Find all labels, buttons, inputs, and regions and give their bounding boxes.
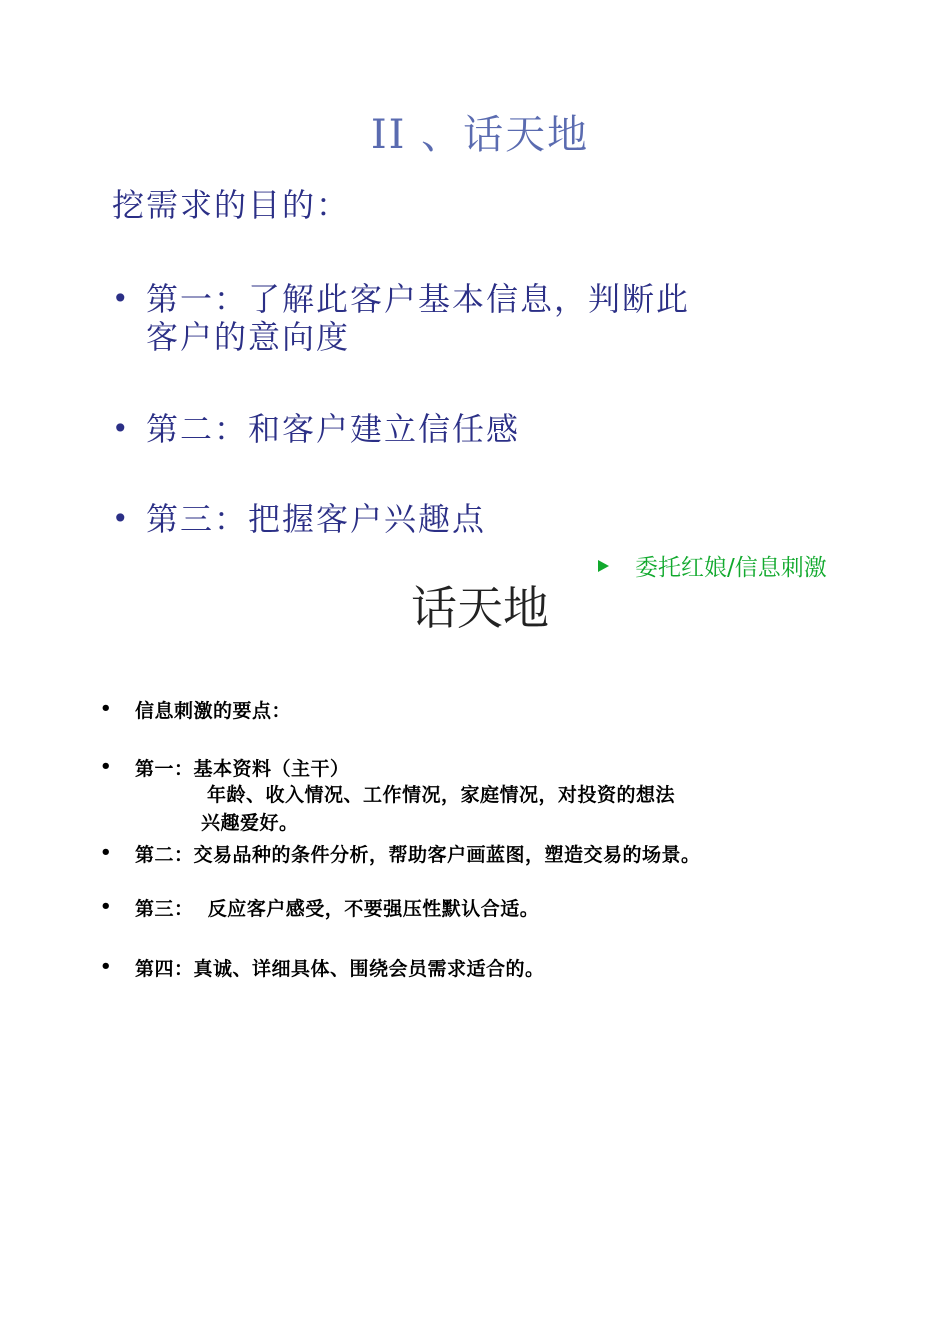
slide-heading: 挖需求的目的： [112,186,351,224]
point-line: 年龄、收入情况、工作情况，家庭情况，对投资的想法 [207,784,676,806]
point-line: 第四：真诚、详细具体、围绕会员需求适合的。 [135,958,545,980]
triangle-arrow-icon [598,560,609,572]
list-item-line: 第一：了解此客户基本信息，判断此 [146,280,691,318]
list-item-line: 第二：和客户建立信任感 [146,410,521,448]
bullet: • [100,956,112,977]
point-line: 第三： 反应客户感受，不要强压性默认合适。 [135,898,540,920]
bullet: • [112,502,131,535]
points-heading: 信息刺激的要点： [135,700,292,722]
bullet: • [100,842,112,863]
section-title: 话天地 [411,581,549,635]
bullet: • [100,756,112,777]
slide-title: II 、话天地 [370,112,590,158]
point-line: 兴趣爱好。 [201,812,299,834]
bullet: • [112,282,131,315]
bullet: • [100,896,112,917]
list-item-line: 客户的意向度 [146,318,351,356]
green-note-text: 委托红娘/信息刺激 [635,555,827,581]
point-line: 第二：交易品种的条件分析，帮助客户画蓝图，塑造交易的场景。 [135,844,701,866]
bullet: • [112,412,131,445]
bullet: • [100,698,112,719]
point-line: 第一：基本资料（主干） [135,758,350,780]
list-item-line: 第三：把握客户兴趣点 [146,500,487,538]
